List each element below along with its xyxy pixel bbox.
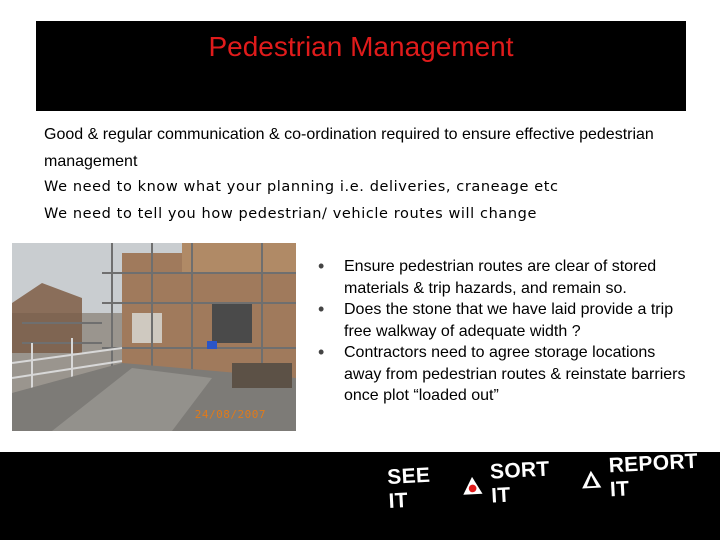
line-tell-routes: We need to tell you how pedestrian/ vehicle routes will change: [44, 206, 537, 222]
warning-icon: [580, 469, 602, 490]
site-photo: [12, 243, 296, 431]
photo-date-stamp: 24/08/2007: [194, 408, 266, 421]
list-item: [314, 256, 694, 299]
list-item: [314, 299, 694, 342]
slogan-see: SEE IT: [386, 463, 431, 513]
eye-icon: [461, 475, 483, 496]
slogan-report: REPORT IT: [608, 449, 699, 502]
slide-title: Pedestrian Management: [208, 31, 514, 62]
bullet-list: [314, 256, 694, 407]
bullet-text: Does the stone that we have laid provide a trip free walkway of adequate width ?: [344, 301, 674, 340]
line-know-planning: We need to know what your planning i.e. deliveries, craneage etc: [44, 179, 559, 195]
bullet-text: Contractors need to agree storage locations away from pedestrian routes & reinstate barriers once plot “loaded out”: [344, 344, 686, 404]
title-banner: [36, 21, 686, 111]
list-item: [314, 342, 694, 407]
bullet-icon: •: [318, 342, 325, 362]
bullet-icon: •: [318, 256, 325, 276]
bullet-text: Ensure pedestrian routes are clear of stored materials & trip hazards, and remain so.: [344, 258, 657, 297]
slogan-sort: SORT IT: [489, 457, 551, 508]
intro-text: Good & regular communication & co-ordination required to ensure effective pedestrian management: [44, 126, 654, 170]
bullet-icon: •: [318, 299, 325, 319]
